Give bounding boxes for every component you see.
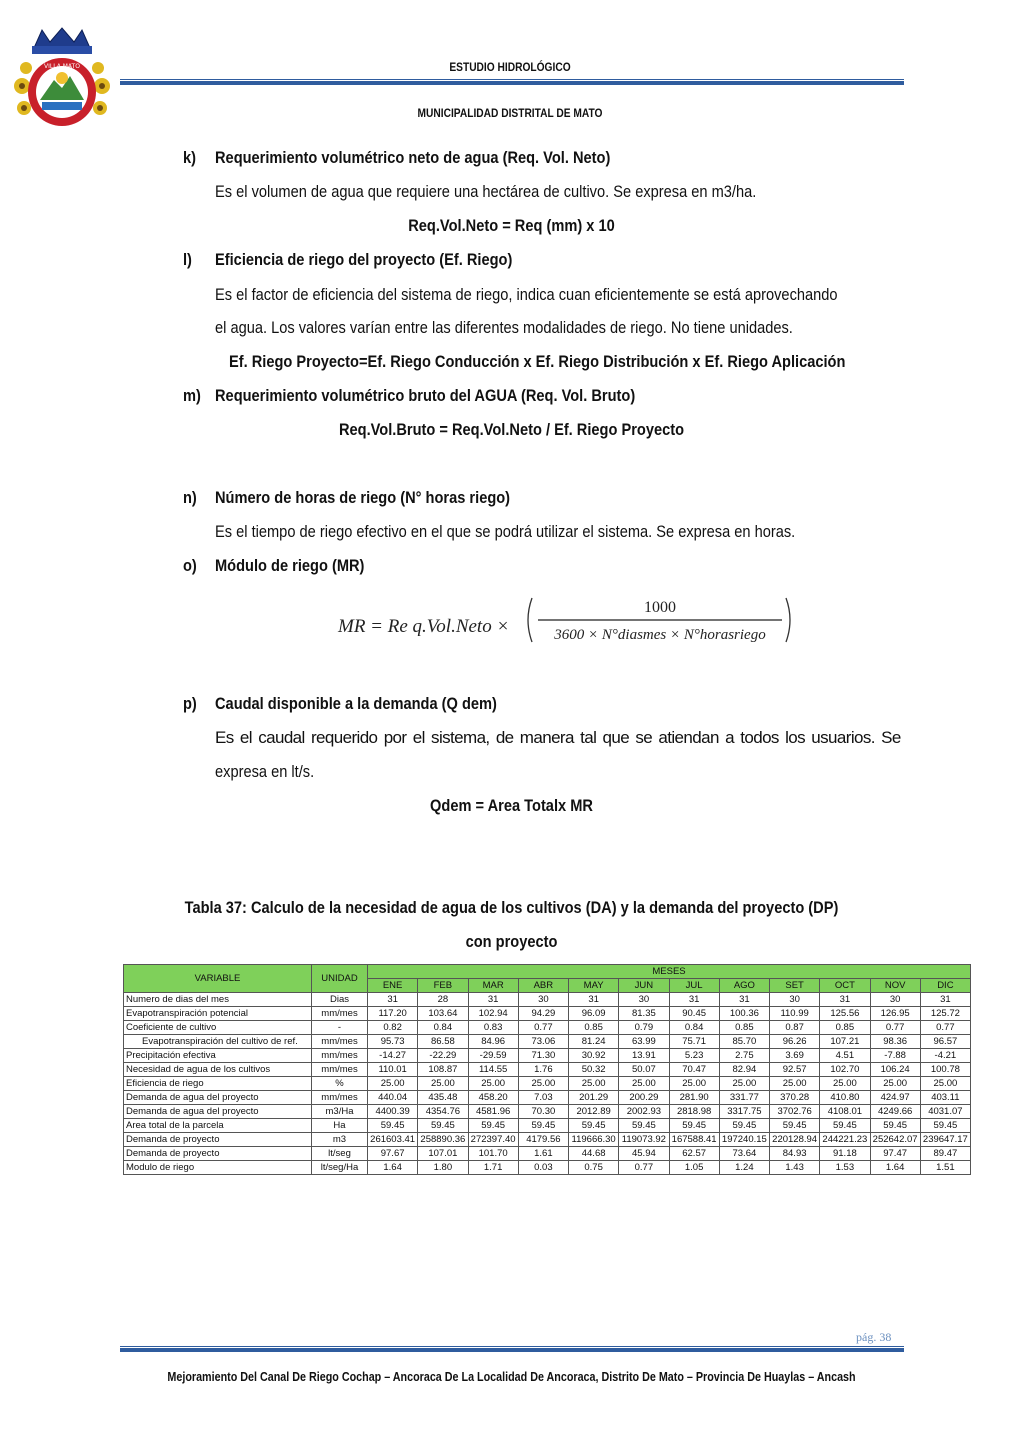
- section-p-word: sistema,: [431, 728, 490, 747]
- cell-value: 220128.94: [770, 1133, 820, 1147]
- cell-value: 281.90: [669, 1091, 719, 1105]
- mr-formula-numerator: 1000: [644, 599, 676, 616]
- cell-unidad: Dias: [312, 993, 368, 1007]
- section-p-word: a: [725, 728, 734, 747]
- cell-value: 403.11: [920, 1091, 970, 1105]
- cell-value: 25.00: [518, 1077, 568, 1091]
- cell-variable: Necesidad de agua de los cultivos: [124, 1063, 312, 1077]
- cell-value: 44.68: [569, 1147, 619, 1161]
- cell-value: 110.01: [368, 1063, 418, 1077]
- month-header-set: SET: [770, 979, 820, 993]
- section-p-word: atiendan: [658, 728, 719, 747]
- cell-value: 435.48: [418, 1091, 468, 1105]
- cell-value: 102.94: [468, 1007, 518, 1021]
- section-p-word: por: [383, 728, 407, 747]
- table-row: [124, 1021, 971, 1035]
- cell-value: 5.23: [669, 1049, 719, 1063]
- cell-value: 1.51: [920, 1161, 970, 1175]
- cell-value: 4108.01: [820, 1105, 870, 1119]
- cell-value: -7.88: [870, 1049, 920, 1063]
- cell-variable: Numero de dias del mes: [124, 993, 312, 1007]
- cell-unidad: m3/Ha: [312, 1105, 368, 1119]
- cell-value: 30: [870, 993, 920, 1007]
- cell-value: 59.45: [368, 1119, 418, 1133]
- cell-value: 25.00: [468, 1077, 518, 1091]
- section-m-letter: m): [183, 386, 201, 405]
- cell-value: 4179.56: [518, 1133, 568, 1147]
- cell-value: 98.36: [870, 1035, 920, 1049]
- table-row: [124, 1007, 971, 1021]
- cell-value: 0.75: [569, 1161, 619, 1175]
- cell-value: 0.77: [920, 1021, 970, 1035]
- cell-variable: Evapotranspiración potencial: [124, 1007, 312, 1021]
- table-row: [124, 1049, 971, 1063]
- cell-value: 1.43: [770, 1161, 820, 1175]
- cell-value: 50.07: [619, 1063, 669, 1077]
- cell-value: 25.00: [368, 1077, 418, 1091]
- cell-variable: Demanda de agua del proyecto: [124, 1091, 312, 1105]
- cell-value: 96.57: [920, 1035, 970, 1049]
- cell-value: 0.79: [619, 1021, 669, 1035]
- cell-value: 7.03: [518, 1091, 568, 1105]
- cell-variable: Precipitación efectiva: [124, 1049, 312, 1063]
- cell-value: 424.97: [870, 1091, 920, 1105]
- section-o-title: Módulo de riego (MR): [215, 556, 365, 575]
- cell-value: 4031.07: [920, 1105, 970, 1119]
- cell-value: 103.64: [418, 1007, 468, 1021]
- table-row: [124, 1035, 971, 1049]
- cell-variable: Eficiencia de riego: [124, 1077, 312, 1091]
- cell-value: 84.93: [770, 1147, 820, 1161]
- cell-value: -29.59: [468, 1049, 518, 1063]
- cell-value: 73.64: [719, 1147, 769, 1161]
- cell-value: 25.00: [418, 1077, 468, 1091]
- section-p-title: Caudal disponible a la demanda (Q dem): [215, 694, 497, 713]
- month-header-nov: NOV: [870, 979, 920, 993]
- cell-value: 59.45: [569, 1119, 619, 1133]
- month-header-feb: FEB: [418, 979, 468, 993]
- cell-value: 119666.30: [569, 1133, 619, 1147]
- cell-value: 97.47: [870, 1147, 920, 1161]
- cell-value: 13.91: [619, 1049, 669, 1063]
- cell-value: -4.21: [920, 1049, 970, 1063]
- cell-value: 102.70: [820, 1063, 870, 1077]
- section-n-text: Es el tiempo de riego efectivo en el que se podrá utilizar el sistema. Se expresa en horas.: [215, 522, 796, 541]
- cell-value: 0.77: [518, 1021, 568, 1035]
- cell-value: 410.80: [820, 1091, 870, 1105]
- cell-value: 1.61: [518, 1147, 568, 1161]
- section-p-formula: Qdem = Area Totalx MR: [430, 796, 593, 815]
- cell-value: 0.84: [669, 1021, 719, 1035]
- section-m-formula: Req.Vol.Bruto = Req.Vol.Neto / Ef. Riego Proyecto: [338, 420, 685, 439]
- cell-value: 108.87: [418, 1063, 468, 1077]
- header-unidad: UNIDAD: [312, 965, 368, 993]
- cell-value: 2002.93: [619, 1105, 669, 1119]
- cell-value: 25.00: [820, 1077, 870, 1091]
- section-k-formula: Req.Vol.Neto = Req (mm) x 10: [408, 216, 615, 235]
- cell-value: 252642.07: [870, 1133, 920, 1147]
- cell-variable: Demanda de proyecto: [124, 1133, 312, 1147]
- cell-value: 71.30: [518, 1049, 568, 1063]
- cell-value: 81.35: [619, 1007, 669, 1021]
- section-k-text: Es el volumen de agua que requiere una hectárea de cultivo. Se expresa en m3/ha.: [215, 182, 757, 201]
- coat-of-arms-icon: [12, 26, 112, 130]
- water-demand-table: [123, 964, 971, 1175]
- cell-unidad: -: [312, 1021, 368, 1035]
- cell-value: 25.00: [770, 1077, 820, 1091]
- cell-value: 30: [770, 993, 820, 1007]
- table-row: [124, 1147, 971, 1161]
- cell-value: 84.96: [468, 1035, 518, 1049]
- cell-value: 107.21: [820, 1035, 870, 1049]
- mr-formula-lhs: MR = Re q.Vol.Neto ×: [338, 616, 510, 637]
- cell-value: 1.53: [820, 1161, 870, 1175]
- cell-value: 30.92: [569, 1049, 619, 1063]
- header-variable: VARIABLE: [124, 965, 312, 993]
- cell-value: 4249.66: [870, 1105, 920, 1119]
- section-p-word: tal: [580, 728, 597, 747]
- cell-value: 4581.96: [468, 1105, 518, 1119]
- cell-value: 91.18: [820, 1147, 870, 1161]
- municipal-logo: [12, 26, 112, 130]
- cell-value: 239647.17: [920, 1133, 970, 1147]
- cell-value: 272397.40: [468, 1133, 518, 1147]
- cell-value: 114.55: [468, 1063, 518, 1077]
- section-l-letter: l): [183, 250, 192, 269]
- cell-value: 0.85: [820, 1021, 870, 1035]
- cell-value: 82.94: [719, 1063, 769, 1077]
- cell-value: 100.78: [920, 1063, 970, 1077]
- cell-value: 2818.98: [669, 1105, 719, 1119]
- cell-value: 1.80: [418, 1161, 468, 1175]
- cell-unidad: mm/mes: [312, 1091, 368, 1105]
- section-l-formula: Ef. Riego Proyecto=Ef. Riego Conducción x Ef. Riego Distribución x Ef. Riego Aplicación: [229, 352, 846, 371]
- section-p-word: caudal: [258, 728, 305, 747]
- section-p-word: de: [495, 728, 514, 747]
- cell-value: 96.09: [569, 1007, 619, 1021]
- table-row: [124, 1063, 971, 1077]
- cell-value: 31: [820, 993, 870, 1007]
- cell-value: 0.77: [619, 1161, 669, 1175]
- cell-value: 1.05: [669, 1161, 719, 1175]
- section-p-word: Se: [881, 728, 901, 747]
- cell-value: 31: [719, 993, 769, 1007]
- cell-value: 0.03: [518, 1161, 568, 1175]
- section-p-word: el: [239, 728, 252, 747]
- cell-value: 4400.39: [368, 1105, 418, 1119]
- cell-value: 0.84: [418, 1021, 468, 1035]
- section-p-word: los: [785, 728, 806, 747]
- cell-value: 59.45: [719, 1119, 769, 1133]
- cell-value: 59.45: [669, 1119, 719, 1133]
- month-header-dic: DIC: [920, 979, 970, 993]
- table-row: [124, 1077, 971, 1091]
- cell-value: 31: [468, 993, 518, 1007]
- cell-value: 2.75: [719, 1049, 769, 1063]
- cell-value: 167588.41: [669, 1133, 719, 1147]
- cell-value: 1.76: [518, 1063, 568, 1077]
- cell-value: 200.29: [619, 1091, 669, 1105]
- cell-value: 197240.15: [719, 1133, 769, 1147]
- section-p-word: manera: [519, 728, 574, 747]
- cell-value: 1.64: [368, 1161, 418, 1175]
- month-header-ene: ENE: [368, 979, 418, 993]
- cell-value: 31: [920, 993, 970, 1007]
- cell-value: 106.24: [870, 1063, 920, 1077]
- cell-value: -14.27: [368, 1049, 418, 1063]
- cell-value: 31: [569, 993, 619, 1007]
- cell-value: 107.01: [418, 1147, 468, 1161]
- cell-value: 3702.76: [770, 1105, 820, 1119]
- cell-value: 100.36: [719, 1007, 769, 1021]
- cell-value: 86.58: [418, 1035, 468, 1049]
- cell-value: 0.87: [770, 1021, 820, 1035]
- cell-value: 59.45: [770, 1119, 820, 1133]
- cell-value: 3.69: [770, 1049, 820, 1063]
- cell-variable: Modulo de riego: [124, 1161, 312, 1175]
- cell-value: 125.72: [920, 1007, 970, 1021]
- cell-value: 75.71: [669, 1035, 719, 1049]
- section-p-word: que: [602, 728, 630, 747]
- cell-value: 0.83: [468, 1021, 518, 1035]
- cell-value: 70.47: [669, 1063, 719, 1077]
- cell-value: 28: [418, 993, 468, 1007]
- section-l-title: Eficiencia de riego del proyecto (Ef. Riego): [215, 250, 513, 269]
- cell-value: 59.45: [920, 1119, 970, 1133]
- cell-value: 30: [619, 993, 669, 1007]
- table-row: [124, 1161, 971, 1175]
- cell-value: 0.85: [719, 1021, 769, 1035]
- cell-value: 62.57: [669, 1147, 719, 1161]
- cell-value: 25.00: [719, 1077, 769, 1091]
- mr-formula: [330, 590, 800, 650]
- cell-value: 25.00: [619, 1077, 669, 1091]
- cell-value: 261603.41: [368, 1133, 418, 1147]
- table-row: [124, 1133, 971, 1147]
- cell-value: 25.00: [920, 1077, 970, 1091]
- cell-value: 126.95: [870, 1007, 920, 1021]
- cell-value: 331.77: [719, 1091, 769, 1105]
- cell-variable: Demanda de agua del proyecto: [124, 1105, 312, 1119]
- month-header-jun: JUN: [619, 979, 669, 993]
- cell-value: 458.20: [468, 1091, 518, 1105]
- cell-value: 59.45: [518, 1119, 568, 1133]
- cell-value: 94.29: [518, 1007, 568, 1021]
- header-subtitle: MUNICIPALIDAD DISTRITAL DE MATO: [417, 106, 603, 120]
- cell-value: 70.30: [518, 1105, 568, 1119]
- section-p-word: usuarios.: [811, 728, 875, 747]
- cell-value: 59.45: [870, 1119, 920, 1133]
- cell-value: 95.73: [368, 1035, 418, 1049]
- cell-value: 1.71: [468, 1161, 518, 1175]
- month-header-jul: JUL: [669, 979, 719, 993]
- month-header-oct: OCT: [820, 979, 870, 993]
- cell-unidad: mm/mes: [312, 1049, 368, 1063]
- cell-value: 85.70: [719, 1035, 769, 1049]
- section-p-letter: p): [183, 694, 197, 713]
- cell-value: 25.00: [669, 1077, 719, 1091]
- cell-value: 50.32: [569, 1063, 619, 1077]
- cell-unidad: mm/mes: [312, 1063, 368, 1077]
- footer-rule: [120, 1346, 904, 1352]
- cell-value: -22.29: [418, 1049, 468, 1063]
- cell-value: 370.28: [770, 1091, 820, 1105]
- cell-value: 4.51: [820, 1049, 870, 1063]
- table-caption-line-2: con proyecto: [465, 932, 558, 951]
- table-caption-line-1: Tabla 37: Calculo de la necesidad de agua de los cultivos (DA) y la demanda del proyecto (DP): [184, 898, 839, 917]
- cell-value: 119073.92: [619, 1133, 669, 1147]
- cell-value: 0.77: [870, 1021, 920, 1035]
- mr-formula-denominator: 3600 × N°diasmes × N°horasriego: [554, 627, 766, 643]
- cell-value: 81.24: [569, 1035, 619, 1049]
- section-k-letter: k): [183, 148, 197, 167]
- cell-value: 31: [669, 993, 719, 1007]
- header-rule: [120, 79, 904, 85]
- section-o-letter: o): [183, 556, 197, 575]
- cell-unidad: lt/seg/Ha: [312, 1161, 368, 1175]
- header-meses: MESES: [368, 965, 971, 979]
- section-p-word: requerido: [310, 728, 378, 747]
- cell-variable: Demanda de proyecto: [124, 1147, 312, 1161]
- cell-value: 201.29: [569, 1091, 619, 1105]
- cell-value: 63.99: [619, 1035, 669, 1049]
- section-l-text-1: Es el factor de eficiencia del sistema de riego, indica cuan eficientemente se está aprovechando: [215, 285, 838, 304]
- cell-value: 45.94: [619, 1147, 669, 1161]
- cell-unidad: mm/mes: [312, 1007, 368, 1021]
- cell-value: 1.64: [870, 1161, 920, 1175]
- month-header-ago: AGO: [719, 979, 769, 993]
- cell-value: 59.45: [820, 1119, 870, 1133]
- cell-value: 1.24: [719, 1161, 769, 1175]
- cell-value: 25.00: [569, 1077, 619, 1091]
- cell-value: 110.99: [770, 1007, 820, 1021]
- cell-value: 2012.89: [569, 1105, 619, 1119]
- page-number: pág. 38: [856, 1330, 892, 1344]
- cell-unidad: %: [312, 1077, 368, 1091]
- cell-value: 90.45: [669, 1007, 719, 1021]
- table-row: [124, 1119, 971, 1133]
- section-l-text-2: el agua. Los valores varían entre las diferentes modalidades de riego. No tiene unidades.: [215, 318, 793, 337]
- section-p-word: Es: [215, 728, 234, 747]
- cell-unidad: lt/seg: [312, 1147, 368, 1161]
- section-m-title: Requerimiento volumétrico bruto del AGUA (Req. Vol. Bruto): [215, 386, 636, 405]
- table-row: [124, 993, 971, 1007]
- cell-value: 31: [368, 993, 418, 1007]
- cell-variable: Area total de la parcela: [124, 1119, 312, 1133]
- cell-unidad: Ha: [312, 1119, 368, 1133]
- cell-value: 0.82: [368, 1021, 418, 1035]
- cell-value: 101.70: [468, 1147, 518, 1161]
- cell-value: 96.26: [770, 1035, 820, 1049]
- cell-value: 117.20: [368, 1007, 418, 1021]
- cell-value: 440.04: [368, 1091, 418, 1105]
- section-p-word: el: [412, 728, 425, 747]
- cell-value: 59.45: [418, 1119, 468, 1133]
- table-body: [124, 993, 971, 1175]
- cell-value: 0.85: [569, 1021, 619, 1035]
- cell-value: 125.56: [820, 1007, 870, 1021]
- section-n-letter: n): [183, 488, 197, 507]
- cell-value: 97.67: [368, 1147, 418, 1161]
- month-header-may: MAY: [569, 979, 619, 993]
- section-p-text-2: expresa en lt/s.: [215, 762, 315, 781]
- cell-unidad: mm/mes: [312, 1035, 368, 1049]
- cell-value: 3317.75: [719, 1105, 769, 1119]
- cell-value: 258890.36: [418, 1133, 468, 1147]
- section-p-text-1: [215, 728, 901, 748]
- svg-text:VILLA MATO: VILLA MATO: [44, 63, 80, 70]
- table-row: [124, 1105, 971, 1119]
- cell-value: 244221.23: [820, 1133, 870, 1147]
- cell-value: 25.00: [870, 1077, 920, 1091]
- cell-value: 89.47: [920, 1147, 970, 1161]
- table-row: [124, 1091, 971, 1105]
- cell-variable: Coeficiente de cultivo: [124, 1021, 312, 1035]
- header-title: ESTUDIO HIDROLÓGICO: [449, 60, 571, 74]
- cell-unidad: m3: [312, 1133, 368, 1147]
- month-header-abr: ABR: [518, 979, 568, 993]
- cell-value: 73.06: [518, 1035, 568, 1049]
- cell-variable: Evapotranspiración del cultivo de ref.: [124, 1035, 312, 1049]
- month-header-mar: MAR: [468, 979, 518, 993]
- section-p-word: se: [635, 728, 653, 747]
- cell-value: 4354.76: [418, 1105, 468, 1119]
- cell-value: 59.45: [619, 1119, 669, 1133]
- section-n-title: Número de horas de riego (N° horas riego): [215, 488, 511, 507]
- section-p-word: todos: [740, 728, 779, 747]
- cell-value: 59.45: [468, 1119, 518, 1133]
- cell-value: 92.57: [770, 1063, 820, 1077]
- section-k-title: Requerimiento volumétrico neto de agua (Req. Vol. Neto): [215, 148, 611, 167]
- cell-value: 30: [518, 993, 568, 1007]
- footer-text: Mejoramiento Del Canal De Riego Cochap – Ancoraca De La Localidad De Ancoraca, Distrito De Mato – Provincia De Huaylas – Ancash: [167, 1370, 856, 1384]
